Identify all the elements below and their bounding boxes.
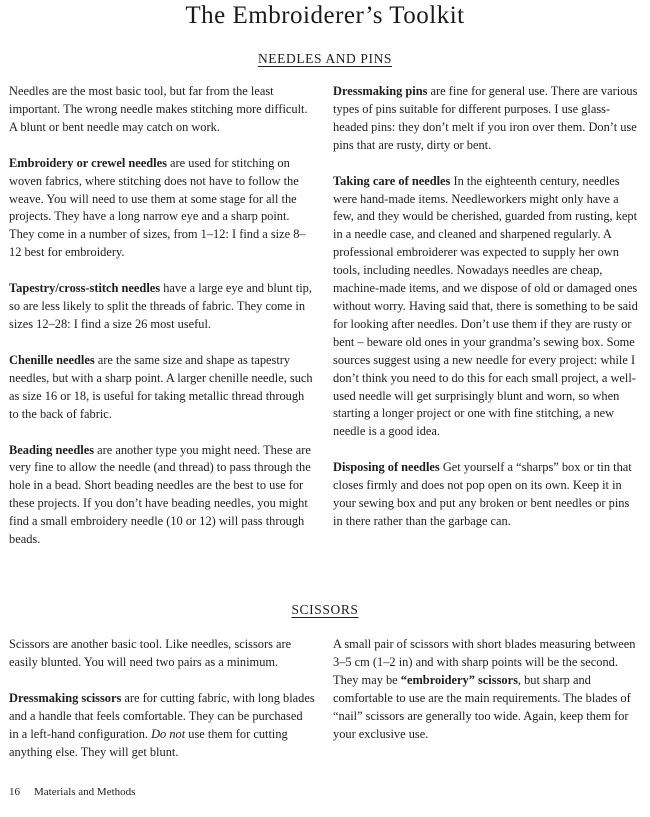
tapestry-needles-paragraph: Tapestry/cross-stitch needles have a large eye and blunt tip, so are less likely to split the threads of fabric. They come in sizes 12–28: I find a size 26 most useful. [9, 281, 312, 331]
scissors-left-column [9, 636, 315, 779]
term: Dressmaking scissors [9, 690, 122, 705]
chenille-needles-paragraph: Chenille needles are the same size and shape as tapestry needles, but with a sharp point. A larger chenille needle, such as size 16 or 18, is useful for taking metallic thread through to the back of fabric. [9, 352, 313, 421]
running-footer: Materials and Methods [34, 786, 136, 798]
section-heading-needles: NEEDLES AND PINS [257, 51, 393, 66]
term: Tapestry/cross-stitch needles [9, 281, 161, 296]
small-scissors-paragraph: A small pair of scissors with short blades measuring between 3–5 cm (1–2 in) and with sharp points will be the second. They may be “embroidery” scissors, but sharp and comfortable to use are the main requirements. The blades of “nail” scissors are generally too wide. Again, keep them for your exclusive use. [333, 637, 636, 741]
term: “embroidery” scissors [400, 672, 518, 687]
dressmaking-pins-paragraph: Dressmaking pins are fine for general use. There are various types of pins suitable for different purposes. I use glass-headed pins: they don’t melt if you iron over them. Don’t use pins that are rusty, dirty or bent. [333, 84, 638, 152]
term: Disposing of needles [333, 460, 440, 475]
term: Chenille needles [9, 352, 95, 367]
term: Beading needles [9, 442, 95, 457]
embroidery-needles-paragraph: Embroidery or crewel needles are used for stitching on woven fabrics, where stitching does not have to follow the weave. You will need to use them at some stage for all the projects. They have a long narrow eye and a sharp point. They come in a number of sizes, from 1–12: I find a size 8–12 best for embroidery. [9, 155, 306, 260]
term: Embroidery or crewel needles [9, 155, 167, 170]
dressmaking-scissors-paragraph: Dressmaking scissors are for cutting fabric, with long blades and a handle that feels comfortable. They can be purchased in a left-hand configuration. Do not use them for cutting anything else. They will get blunt. [9, 690, 315, 759]
needles-left-column [9, 83, 315, 567]
disposing-needles-paragraph: Disposing of needles Get yourself a “sharps” box or tin that closes firmly and does not pop open on its own. Keep it in your sewing box and put any broken or bent needles or pins in there rather than the garbage can. [333, 460, 632, 528]
term: Taking care of needles [333, 173, 451, 188]
scissors-intro-paragraph: Scissors are another basic tool. Like needles, scissors are easily blunted. You will need two pairs as a minimum. [9, 637, 292, 669]
section-heading-scissors: SCISSORS [291, 602, 359, 617]
page-number: 16 [9, 786, 20, 798]
needles-intro-paragraph: Needles are the most basic tool, but far from the least important. The wrong needle makes stitching more difficult. A blunt or bent needle may catch on work. [9, 84, 308, 134]
page-title: The Embroiderer’s Toolkit [185, 2, 465, 29]
term: Dressmaking pins [333, 84, 428, 98]
page-footer [9, 786, 135, 798]
beading-needles-paragraph: Beading needles are another type you might need. These are very fine to allow the needle (and thread) to pass through the hole in a bead. Short beading needles are the best to use for these projects. If you don’t have beading needles, you might find a small embroidery needle (10 or 12) will pass through beads. [9, 442, 311, 547]
care-of-needles-paragraph: Taking care of needles In the eighteenth century, needles were hand-made items. Needleworkers might only have a few, and they would be cherished, guarded from rusting, kept in a needle case, and cleaned and sharpened regularly. A professional embroiderer was expected to supply her own tools, including needles. Nowadays needles are cheap, machine-made items, and we dispose of old or damaged ones without worry. Having said that, there is something to be said for looking after needles. Don’t use them if they are rusty or bent – beware old ones in your grandma’s sewing box. Some sources suggest using a new needle for every project: while I don’t think you need to do this for each small project, a well-used needle will get surprisingly blunt and worn, so when starting a longer project or one with fine stitching, a new needle is a good idea. [333, 173, 638, 439]
needles-right-column [333, 83, 639, 549]
scissors-right-column [333, 636, 639, 761]
